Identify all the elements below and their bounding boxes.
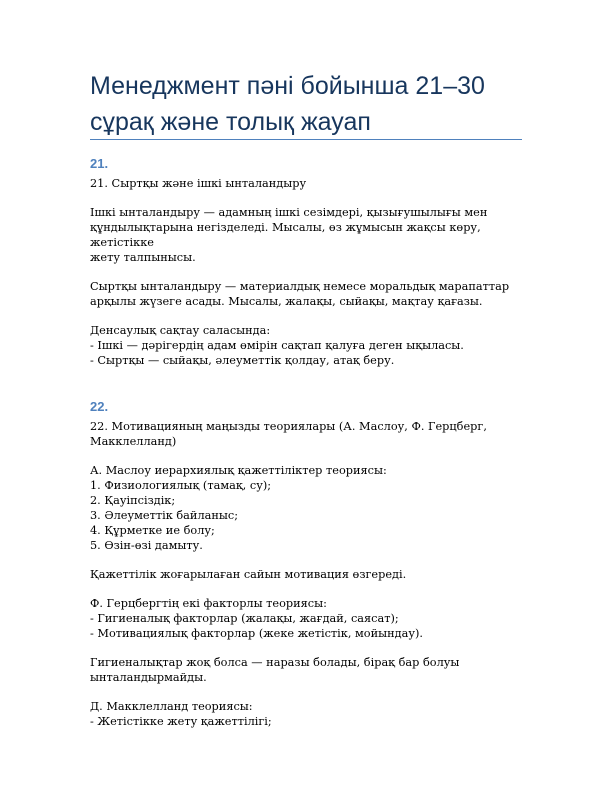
text-line: Сыртқы ынталандыру — материалдық немесе моральдық марапаттар (90, 280, 510, 293)
text-line: - Сыртқы — сыйақы, әлеуметтік қолдау, атақ беру. (90, 354, 395, 367)
paragraph (90, 596, 530, 641)
paragraph (90, 205, 530, 265)
text-line: ынталандырмайды. (90, 671, 207, 684)
title-line: сұрақ және толық жауап (90, 108, 371, 136)
paragraph (90, 279, 530, 309)
text-line: 1. Физиологиялық (тамақ, су); (90, 479, 272, 492)
paragraph (90, 699, 530, 729)
paragraph (90, 176, 530, 191)
document-body (90, 152, 530, 729)
text-line: 5. Өзін-өзі дамыту. (90, 539, 203, 552)
paragraph (90, 655, 530, 685)
text-line: 22. Мотивацияның маңызды теориялары (А. Маслоу, Ф. Герцберг, (90, 420, 487, 433)
section-number-heading: 21. (90, 156, 109, 171)
section-number-heading: 22. (90, 399, 109, 414)
text-line: 4. Құрметке ие болу; (90, 524, 215, 537)
text-line: 3. Әлеуметтік байланыс; (90, 509, 239, 522)
text-line: Ф. Герцбергтің екі факторлы теориясы: (90, 597, 327, 610)
text-line: Денсаулық сақтау саласында: (90, 324, 271, 337)
text-line: Д. Макклелланд теориясы: (90, 700, 253, 713)
text-line: Ішкі ынталандыру — адамның ішкі сезімдері, қызығушылығы мен (90, 206, 488, 219)
text-line: Макклелланд) (90, 435, 177, 448)
title-underline (90, 139, 522, 140)
text-line: - Жетістікке жету қажеттілігі; (90, 715, 272, 728)
text-line: құндылықтарына негізделеді. Мысалы, өз жұмысын жақсы көру, жетістікке (90, 221, 481, 249)
paragraph (90, 567, 530, 582)
title-line: Менеджмент пәні бойынша 21–30 (90, 72, 485, 100)
text-line: 2. Қауіпсіздік; (90, 494, 176, 507)
text-line: 21. Сыртқы және ішкі ынталандыру (90, 177, 307, 190)
text-line: А. Маслоу иерархиялық қажеттіліктер теориясы: (90, 464, 387, 477)
text-line: - Гигиеналық факторлар (жалақы, жағдай, саясат); (90, 612, 399, 625)
page-title (90, 68, 530, 140)
text-line: жету талпынысы. (90, 251, 196, 264)
text-line: Қажеттілік жоғарылаған сайын мотивация өзгереді. (90, 568, 407, 581)
text-line: - Ішкі — дәрігердің адам өмірін сақтап қалуға деген ықыласы. (90, 339, 464, 352)
question-section (90, 399, 530, 729)
text-line: - Мотивациялық факторлар (жеке жетістік, мойындау). (90, 627, 423, 640)
text-line: арқылы жүзеге асады. Мысалы, жалақы, сыйақы, мақтау қағазы. (90, 295, 483, 308)
paragraph (90, 419, 530, 449)
paragraph (90, 323, 530, 368)
paragraph (90, 463, 530, 553)
question-section (90, 156, 530, 368)
text-line: Гигиеналықтар жоқ болса — наразы болады, бірақ бар болуы (90, 656, 460, 669)
